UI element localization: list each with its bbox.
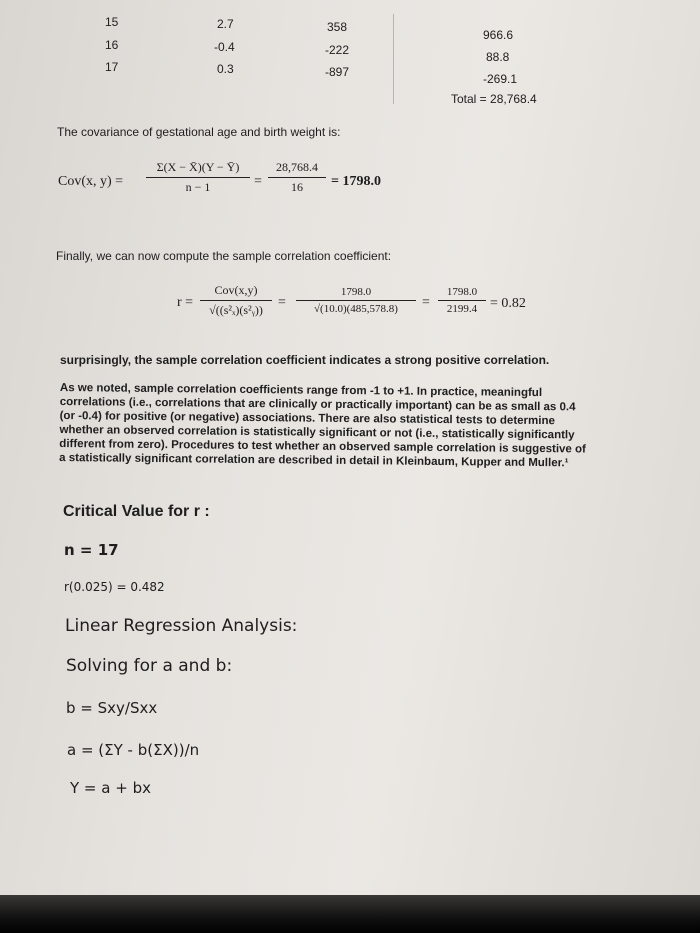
table-y-15: 358 xyxy=(327,20,348,34)
b-formula: b = Sxy/Sxx xyxy=(66,699,158,717)
corr-den-value2: 2199.4 xyxy=(446,303,478,315)
cov-lhs: Cov(x, y) = xyxy=(58,174,124,189)
table-id-15: 15 xyxy=(105,15,119,29)
paragraph-line: As we noted, sample correlation coefficients range from -1 to +1. In practice, meaningful xyxy=(59,381,543,400)
corr-lhs: r = xyxy=(177,295,194,310)
paragraph-line: (or -0.4) for positive (or negative) associations. There are also statistical tests to determine xyxy=(59,409,555,428)
covariance-intro: The covariance of gestational age and birth weight is: xyxy=(57,125,341,139)
solving-heading: Solving for a and b: xyxy=(66,656,233,676)
table-y-16: -222 xyxy=(325,43,350,57)
corr-num-value: 1798.0 xyxy=(340,286,372,298)
table-x-16: -0.4 xyxy=(214,40,235,54)
fraction-bar xyxy=(296,300,416,301)
product-17: -269.1 xyxy=(483,72,518,86)
corr-numerator: Cov(x,y) xyxy=(214,283,258,297)
paragraph-line: whether an observed correlation is statistically significant or not (i.e., statistically significantly xyxy=(59,423,575,442)
critical-value-heading: Critical Value for r : xyxy=(63,503,210,520)
table-id-17: 17 xyxy=(105,60,119,74)
paragraph-line: correlations (i.e., correlations that are clinically or practically important) can be as small as 0.4 xyxy=(59,395,576,414)
corr-value2-fraction xyxy=(438,286,486,315)
table-total: Total = 28,768.4 xyxy=(451,92,537,106)
table-divider xyxy=(393,14,394,104)
correlation-intro: Finally, we can now compute the sample correlation coefficient: xyxy=(56,249,392,263)
table-id-16: 16 xyxy=(105,38,119,52)
paragraph-line: different from zero). Procedures to test whether an observed sample correlation is suggestive of xyxy=(59,437,586,456)
table-x-17: 0.3 xyxy=(217,62,234,76)
cov-denominator: n − 1 xyxy=(185,180,211,194)
product-16: 88.8 xyxy=(486,50,510,64)
corr-num-value2: 1798.0 xyxy=(446,286,478,298)
a-formula: a = (ΣY - b(ΣX))/n xyxy=(67,741,200,759)
corr-equals-2: = xyxy=(422,295,430,310)
cov-fraction xyxy=(146,160,250,195)
n-value: n = 17 xyxy=(64,541,119,559)
fraction-bar xyxy=(200,300,272,301)
fraction-bar xyxy=(268,177,326,178)
corr-value-fraction xyxy=(296,286,416,315)
product-15: 966.6 xyxy=(483,28,514,42)
corr-fraction xyxy=(200,283,272,318)
cov-result: = 1798.0 xyxy=(331,174,381,189)
table-x-15: 2.7 xyxy=(217,17,234,31)
cov-equals: = xyxy=(254,174,262,189)
regression-heading: Linear Regression Analysis: xyxy=(65,616,298,636)
table-y-17: -897 xyxy=(325,65,350,79)
corr-result: = 0.82 xyxy=(490,296,526,311)
page-edge-shadow xyxy=(0,895,700,933)
surprise-text: surprisingly, the sample correlation coefficient indicates a strong positive correlation. xyxy=(60,353,550,367)
cov-num-value: 28,768.4 xyxy=(276,160,318,174)
correlation-paragraph xyxy=(59,381,586,471)
cov-value-fraction xyxy=(268,160,326,195)
corr-equals-1: = xyxy=(278,295,286,310)
r-critical-value: r(0.025) = 0.482 xyxy=(64,580,165,594)
paragraph-line: a statistically significant correlation are described in detail in Kleinbaum, Kupper and Muller.¹ xyxy=(59,451,569,470)
regression-equation: Y = a + bx xyxy=(70,779,151,797)
corr-denominator: √((s²ₓ)(s²ᵧ)) xyxy=(209,303,263,317)
corr-den-value: √(10.0)(485,578.8) xyxy=(314,303,398,315)
cov-numerator: Σ(X − X̄)(Y − Ȳ) xyxy=(156,160,240,174)
fraction-bar xyxy=(438,300,486,301)
cov-den-value: 16 xyxy=(291,180,303,194)
fraction-bar xyxy=(146,177,250,178)
